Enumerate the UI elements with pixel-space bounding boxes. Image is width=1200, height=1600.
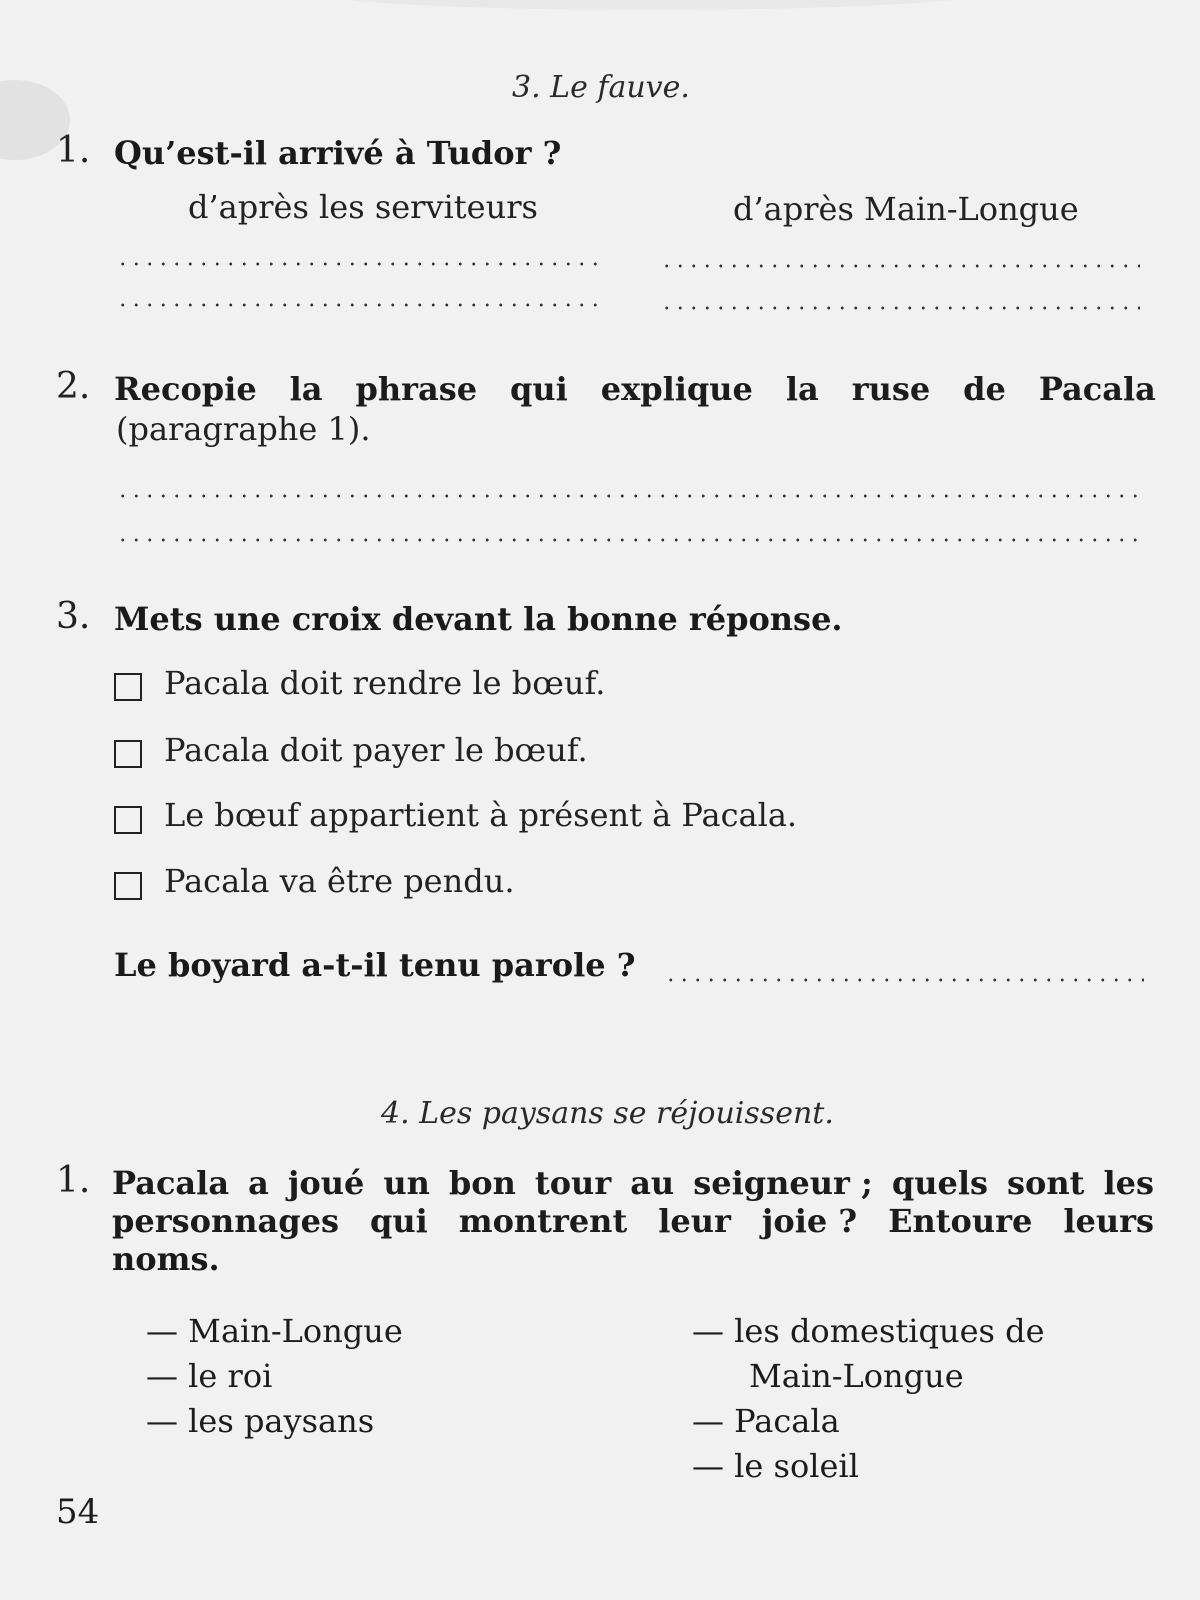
section-4-question-1-number: 1. — [56, 1160, 91, 1201]
option-4-checkbox[interactable] — [114, 872, 142, 900]
name-option-pacala[interactable]: — Pacala — [692, 1402, 840, 1440]
name-option-le-soleil[interactable]: — le soleil — [692, 1447, 859, 1485]
scan-smudge — [300, 0, 1000, 10]
section-4-question-1-line-1 — [112, 1164, 1154, 1202]
s4-word: montrent — [458, 1202, 628, 1240]
answer-line-right-2[interactable] — [660, 306, 1140, 310]
s4-word: personnages — [112, 1202, 339, 1240]
option-2-checkbox[interactable] — [114, 740, 142, 768]
option-1-label: Pacala doit rendre le bœuf. — [164, 664, 606, 702]
s4-word: un — [383, 1164, 430, 1202]
s4-word: bon — [448, 1164, 516, 1202]
page-number: 54 — [56, 1492, 100, 1532]
name-option-les-domestiques[interactable]: — les domestiques de — [692, 1312, 1045, 1350]
section-4-title: 4. Les paysans se réjouissent. — [381, 1096, 834, 1131]
answer-line-q2-1[interactable] — [116, 494, 1140, 498]
question-2-number: 2. — [56, 366, 91, 407]
question-3-text: Mets une croix devant la bonne réponse. — [114, 600, 843, 638]
question-3-number: 3. — [56, 596, 91, 637]
s4-word: joie ? — [761, 1202, 858, 1240]
name-option-main-longue[interactable]: — Main-Longue — [146, 1312, 403, 1350]
q2-word: la — [289, 370, 323, 408]
s4-word: quels — [891, 1164, 988, 1202]
s4-word: Pacala — [112, 1164, 230, 1202]
question-2-text-2: (paragraphe 1). — [116, 410, 371, 448]
name-option-les-paysans[interactable]: — les paysans — [146, 1402, 375, 1440]
q2-word: de — [963, 370, 1006, 408]
answer-line-left-1[interactable] — [116, 262, 601, 266]
question-1-text: Qu’est-il arrivé à Tudor ? — [114, 134, 562, 172]
s4-word: les — [1103, 1164, 1154, 1202]
option-1-checkbox[interactable] — [114, 673, 142, 701]
column-label-main-longue: d’après Main-Longue — [733, 190, 1079, 228]
q2-word: Recopie — [114, 370, 257, 408]
answer-line-left-2[interactable] — [116, 303, 601, 307]
q2-word: explique — [600, 370, 753, 408]
answer-line-right-1[interactable] — [660, 264, 1140, 268]
s4-word: au — [630, 1164, 675, 1202]
answer-line-followup[interactable] — [664, 978, 1144, 982]
name-option-les-domestiques-cont[interactable]: Main-Longue — [749, 1357, 964, 1395]
s4-word: leurs — [1063, 1202, 1154, 1240]
q2-word: Pacala — [1038, 370, 1156, 408]
option-3-label: Le bœuf appartient à présent à Pacala. — [164, 796, 798, 834]
q2-word: phrase — [355, 370, 478, 408]
answer-line-q2-2[interactable] — [116, 538, 1140, 542]
q2-word: ruse — [851, 370, 931, 408]
s4-word: Entoure — [888, 1202, 1033, 1240]
section-4-question-1-line-2 — [112, 1202, 1154, 1240]
q2-word: qui — [510, 370, 568, 408]
question-1-number: 1. — [56, 130, 91, 171]
option-2-label: Pacala doit payer le bœuf. — [164, 731, 588, 769]
followup-question: Le boyard a-t-il tenu parole ? — [114, 946, 636, 984]
option-4-label: Pacala va être pendu. — [164, 862, 515, 900]
column-label-servants: d’après les serviteurs — [188, 188, 538, 226]
question-2-line-1 — [114, 370, 1156, 408]
s4-word: joué — [287, 1164, 365, 1202]
q2-word: la — [785, 370, 819, 408]
s4-word: sont — [1007, 1164, 1085, 1202]
s4-word: qui — [369, 1202, 428, 1240]
s4-word: leur — [658, 1202, 731, 1240]
option-3-checkbox[interactable] — [114, 806, 142, 834]
s4-word: tour — [534, 1164, 612, 1202]
section-4-question-1-line-3: noms. — [112, 1240, 220, 1278]
section-3-title: 3. Le fauve. — [512, 70, 690, 105]
s4-word: a — [248, 1164, 269, 1202]
name-option-le-roi[interactable]: — le roi — [146, 1357, 273, 1395]
s4-word: seigneur ; — [693, 1164, 873, 1202]
